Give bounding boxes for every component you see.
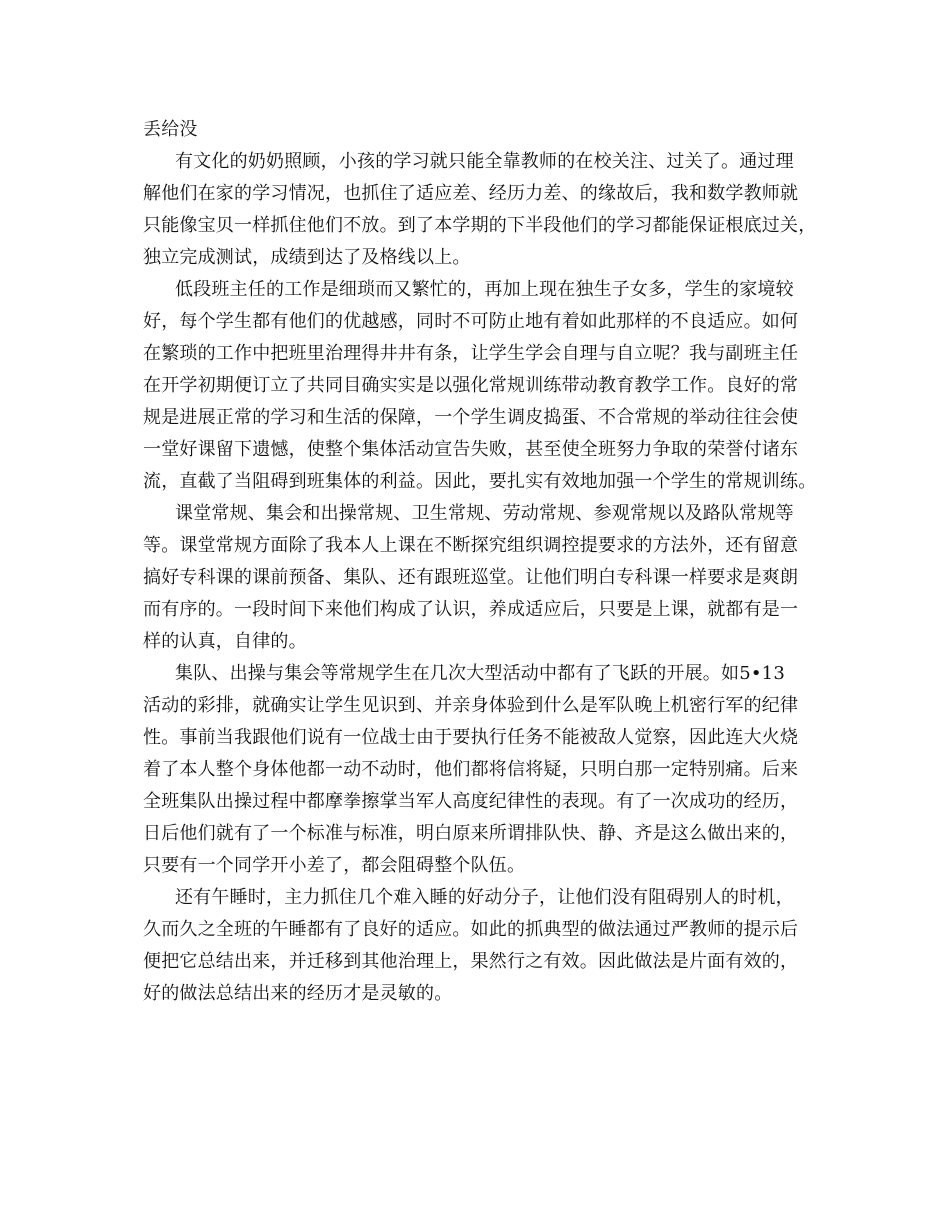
- document-body: [143, 114, 833, 1010]
- paragraph-first-line: 有文化的奶奶照顾，小孩的学习就只能全靠教师的在校关注、过关了。通过理: [175, 151, 794, 172]
- text-line: 只要有一个同学开小差了，都会阻碍整个队伍。: [143, 855, 526, 876]
- text-line: 性。事前当我跟他们说有一位战士由于要执行任务不能被敌人觉察，因此连大火烧: [143, 727, 799, 748]
- text-line: 独立完成测试，成绩到达了及格线以上。: [143, 247, 471, 268]
- text-line: 好，每个学生都有他们的优越感，同时不可防止地有着如此那样的不良适应。如何: [143, 311, 799, 332]
- text-line: 全班集队出操过程中都摩拳擦掌当军人高度纪律性的表现。有了一次成功的经历，: [143, 791, 799, 812]
- paragraph-first-line: 集队、出操与集会等常规学生在几次大型活动中都有了飞跃的开展。如5•13: [175, 663, 785, 684]
- text-line: 解他们在家的学习情况，也抓住了适应差、经历力差、的缘故后，我和数学教师就: [143, 183, 799, 204]
- text-line: 规是进展正常的学习和生活的保障，一个学生调皮捣蛋、不合常规的举动往往会使: [143, 407, 799, 428]
- text-line: 久而久之全班的午睡都有了良好的适应。如此的抓典型的做法通过严教师的提示后: [143, 919, 799, 940]
- paragraph-first-line: 课堂常规、集会和出操常规、卫生常规、劳动常规、参观常规以及路队常规等: [175, 503, 794, 524]
- text-line: 日后他们就有了一个标准与标准，明白原来所谓排队快、静、齐是这么做出来的，: [143, 823, 799, 844]
- text-line: 一堂好课留下遗憾，使整个集体活动宣告失败，甚至使全班努力争取的荣誉付诸东: [143, 439, 799, 460]
- text-line: 样的认真，自律的。: [143, 631, 307, 652]
- text-line: 只能像宝贝一样抓住他们不放。到了本学期的下半段他们的学习都能保证根底过关，: [143, 215, 817, 236]
- paragraph-first-line: 低段班主任的工作是细琐而又繁忙的，再加上现在独生子女多，学生的家境较: [175, 279, 794, 300]
- text-line: 在繁琐的工作中把班里治理得井井有条，让学生学会自理与自立呢？我与副班主任: [143, 343, 799, 364]
- text-line: 等。课堂常规方面除了我本人上课在不断探究组织调控提要求的方法外，还有留意: [143, 535, 799, 556]
- text-line: 活动的彩排，就确实让学生见识到、并亲身体验到什么是军队晚上机密行军的纪律: [143, 695, 799, 716]
- paragraph-first-line: 还有午睡时，主力抓住几个难入睡的好动分子，让他们没有阻碍别人的时机，: [175, 887, 794, 908]
- text-line: 而有序的。一段时间下来他们构成了认识，养成适应后，只要是上课，就都有是一: [143, 599, 799, 620]
- text-line: 在开学初期便订立了共同目确实实是以强化常规训练带动教育教学工作。良好的常: [143, 375, 799, 396]
- text-line: 便把它总结出来，并迁移到其他治理上，果然行之有效。因此做法是片面有效的，: [143, 951, 799, 972]
- text-line: 着了本人整个身体他都一动不动时，他们都将信将疑，只明白那一定特别痛。后来: [143, 759, 799, 780]
- text-line: 好的做法总结出来的经历才是灵敏的。: [143, 983, 453, 1004]
- text-line: 丢给没: [143, 119, 198, 140]
- text-line: 搞好专科课的课前预备、集队、还有跟班巡堂。让他们明白专科课一样要求是爽朗: [143, 567, 799, 588]
- text-line: 流，直截了当阻碍到班集体的利益。因此，要扎实有效地加强一个学生的常规训练。: [143, 471, 817, 492]
